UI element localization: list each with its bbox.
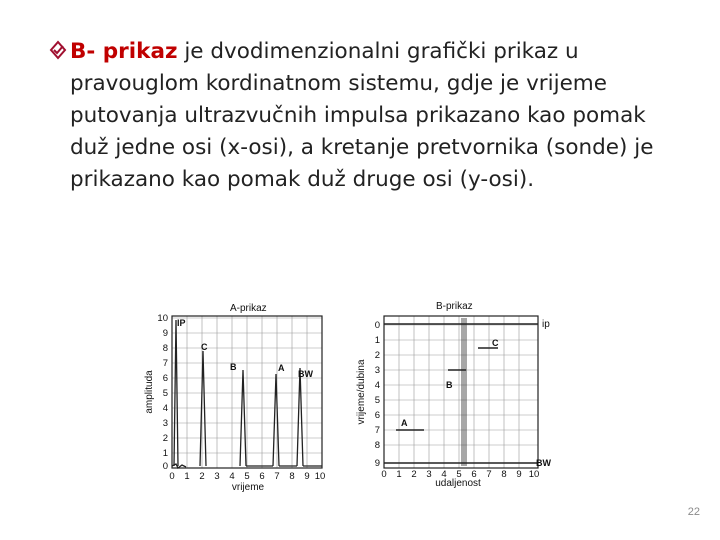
x-tick: 8 — [501, 469, 507, 480]
y-tick: 6 — [374, 410, 380, 421]
figure-a-y-ticks — [157, 313, 168, 472]
figure-b-x-ticks — [381, 469, 539, 480]
peak-label: IP — [177, 318, 186, 328]
peak-label: B — [230, 362, 237, 372]
y-tick: 2 — [162, 433, 168, 444]
y-tick: 0 — [374, 320, 380, 331]
x-tick: 4 — [441, 469, 447, 480]
echo-label: C — [492, 338, 499, 348]
y-tick: 8 — [374, 440, 380, 451]
x-tick: 7 — [274, 471, 280, 482]
x-tick: 2 — [199, 471, 205, 482]
peak-label: BW — [298, 369, 313, 379]
y-tick: 1 — [162, 448, 168, 459]
y-tick: 1 — [374, 335, 380, 346]
y-tick: 9 — [162, 328, 168, 339]
x-tick: 1 — [184, 471, 190, 482]
echo-label: ip — [542, 319, 550, 330]
x-tick: 5 — [244, 471, 250, 482]
y-tick: 5 — [374, 395, 380, 406]
peak-label: C — [201, 342, 208, 352]
y-tick: 2 — [374, 350, 380, 361]
x-tick: 7 — [486, 469, 492, 480]
y-tick: 10 — [157, 313, 168, 324]
bullet-paragraph — [48, 36, 688, 196]
figure-b-title: B-prikaz — [436, 301, 473, 312]
y-tick: 0 — [162, 461, 168, 472]
x-tick: 3 — [214, 471, 220, 482]
y-tick: 9 — [374, 458, 380, 469]
bullet-body: je dvodimenzionalni grafički prikaz u pravouglom kordinatnom sistemu, gdje je vrijeme putovanja ultrazvučnih impulsa prikazano kao pomak duž jedne osi (x-osi), a kretanje pretvornika (sonde) je prikazano kao pomak duž druge osi (y-osi). — [70, 39, 654, 192]
figure-b-xlabel: udaljenost — [435, 478, 481, 489]
figure-a-title: A-prikaz — [230, 303, 267, 314]
x-tick: 0 — [381, 469, 387, 480]
x-tick: 6 — [259, 471, 265, 482]
diamond-check-bullet-icon — [48, 40, 68, 60]
y-tick: 3 — [374, 365, 380, 376]
peak-label: A — [278, 363, 285, 373]
x-tick: 0 — [169, 471, 175, 482]
x-tick: 5 — [456, 469, 462, 480]
figure-a-peak-labels — [177, 318, 313, 379]
figure-a-ylabel: amplituda — [144, 370, 155, 414]
y-tick: 4 — [374, 380, 380, 391]
y-tick: 3 — [162, 418, 168, 429]
figure-b-y-ticks — [375, 320, 380, 469]
y-tick: 4 — [162, 403, 168, 414]
slide-number: 22 — [687, 506, 700, 518]
bullet-text — [48, 36, 688, 196]
echo-label: BW — [536, 458, 551, 468]
y-tick: 7 — [374, 425, 380, 436]
x-tick: 3 — [426, 469, 432, 480]
figure-a-xlabel: vrijeme — [231, 482, 265, 493]
y-tick: 7 — [162, 358, 168, 369]
y-tick: 8 — [162, 343, 168, 354]
y-tick: 6 — [162, 373, 168, 384]
x-tick: 9 — [304, 471, 310, 482]
y-tick: 5 — [162, 388, 168, 399]
echo-label: B — [446, 380, 453, 390]
figure-b-ylabel: vrijeme/dubina — [356, 359, 367, 425]
x-tick: 6 — [471, 469, 477, 480]
figure-b-echo-labels — [401, 319, 551, 468]
x-tick: 2 — [411, 469, 417, 480]
x-tick: 4 — [229, 471, 235, 482]
x-tick: 10 — [528, 469, 540, 480]
echo-label: A — [401, 418, 408, 428]
figure-b-scan — [352, 296, 567, 496]
x-tick: 10 — [314, 471, 326, 482]
figure-b-grid — [384, 316, 538, 468]
x-tick: 9 — [516, 469, 522, 480]
figure-a-scan — [140, 296, 335, 496]
bullet-term: B- prikaz — [70, 39, 178, 64]
x-tick: 1 — [396, 469, 402, 480]
x-tick: 8 — [289, 471, 295, 482]
figure-a-x-ticks — [169, 471, 325, 482]
